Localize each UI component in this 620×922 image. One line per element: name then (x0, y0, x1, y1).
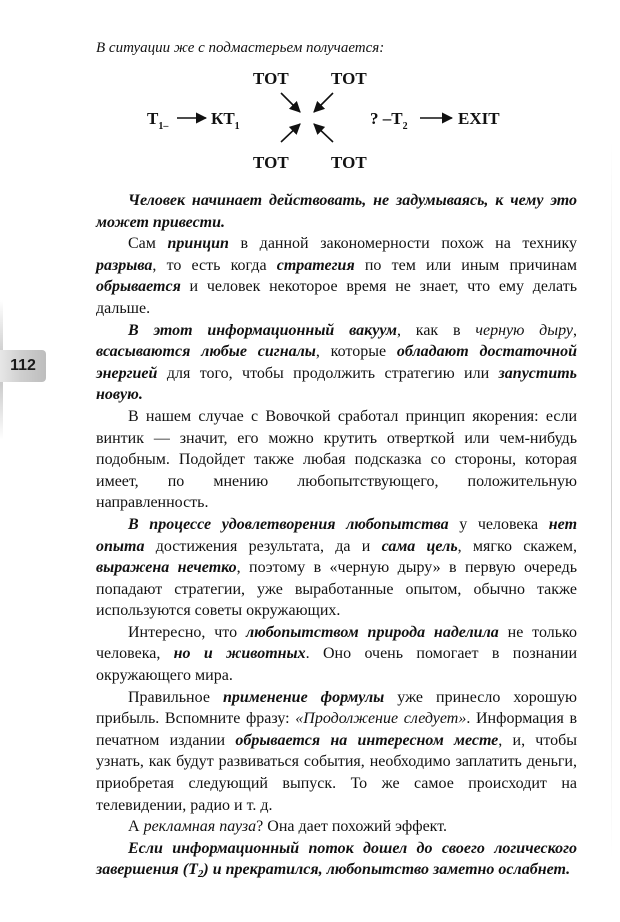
arrow-top-right (314, 93, 333, 112)
text-run: «Продолжение следует» (295, 710, 467, 728)
text-run: , которые (315, 343, 397, 361)
flow-exit-label: EXIT (458, 109, 500, 128)
text-run: но и животных (173, 645, 306, 663)
text-run: ? Она дает похожий эффект. (256, 818, 448, 836)
text-run: по тем или иным причинам (354, 256, 577, 274)
arrow-bottom-right (314, 124, 333, 142)
page-number: 112 (10, 357, 36, 374)
body-text (96, 190, 577, 886)
flow-start-label: $T_{1-}$ (147, 109, 169, 132)
text-run: сама цель (381, 537, 458, 555)
text-run: запустить новую. (96, 364, 577, 404)
flow-kt-label: $КТ_1$ (211, 109, 240, 132)
text-run: , то есть когда (152, 256, 277, 274)
paragraph (96, 233, 577, 319)
text-run: любопытством природа наделила (245, 623, 499, 641)
text-run: Если информационный поток дошел до своего логического завершения (T (96, 839, 577, 879)
text-run: Сам (128, 235, 168, 253)
page-number-tab (0, 350, 46, 382)
flow-t2-label: ? $-T_2$ (370, 109, 408, 132)
text-run: у человека (448, 515, 549, 533)
text-run: В нашем случае с Вовочкой сработал принцип якорения: если винтик — значит, его можно крутить отверткой или чем-нибудь подобным. Подойдет также любая подсказка со стороны, которая имеет, по мнению любопытствующего, положительную направленность. (96, 407, 577, 512)
text-run: черную дыру (475, 321, 574, 339)
text-run: Правильное (128, 688, 223, 706)
text-run: не только человека, (96, 623, 577, 663)
text-run: всасываются любые сигналы (96, 343, 316, 361)
text-run: Интересно, что (128, 623, 246, 641)
paragraph (96, 816, 577, 838)
text-run: нет опыта (96, 515, 578, 555)
text-run: , (573, 321, 578, 339)
text-run: для того, чтобы продолжить стратегию или (157, 364, 499, 382)
text-run: применение формулы (222, 688, 385, 706)
text-run: обрывается на интересном месте (235, 731, 499, 749)
tote-bottom-right: ТОТ (331, 153, 367, 172)
intro-line: В ситуации же с подмастерьем получается: (96, 40, 385, 56)
arrow-bottom-left (281, 124, 300, 142)
paragraph (96, 687, 577, 817)
tote-bottom-left: ТОТ (253, 153, 289, 172)
text-run: , мягко скажем, (457, 537, 578, 555)
text-run: В этот информационный вакуум (128, 321, 398, 339)
text-run: , как в (397, 321, 476, 339)
paragraph (96, 190, 577, 233)
text-run: обрывается (96, 278, 181, 296)
text-run: , поэтому в «черную дыру» в первую очередь попадают стратегии, уже выработанные опытом, обычно также используются советы окружающих. (96, 559, 578, 620)
text-run: 2 (197, 868, 204, 881)
tote-top-right: ТОТ (331, 69, 367, 88)
text-run: . Оно очень помогает в познании окружающего мира. (96, 645, 577, 685)
tote-top-left: ТОТ (253, 69, 289, 88)
text-run: А (128, 818, 144, 836)
text-run: уже принесло хорошую прибыль. Вспомните фразу: (96, 688, 577, 728)
text-run: , и, чтобы узнать, как будут развиваться события, необходимо заплатить деньги, приобретая следующий выпуск. То же самое происходит на телевидении, радио и т. д. (96, 731, 578, 814)
text-run: в данной закономерности похож на технику (228, 235, 577, 253)
text-run: рекламная пауза (143, 818, 257, 836)
text-run: достижения результата, да и (144, 537, 382, 555)
arrow-top-left (281, 93, 300, 112)
text-run: и человек некоторое время не знает, что ему делать дальше. (96, 278, 577, 317)
text-run: Человек начинает действовать, не задумываясь, к чему это может привести. (96, 192, 577, 231)
text-run: разрыва (96, 256, 153, 274)
text-run: обладают достаточной энергией (96, 343, 577, 382)
text-run: стратегия (276, 256, 355, 274)
text-run: . Информация в печатном издании (96, 710, 578, 749)
paragraph (96, 406, 577, 514)
text-run: ) и прекратился, любопытство заметно ослабнет. (203, 861, 571, 879)
text-run: выражена нечетко (96, 559, 237, 577)
tote-diagram (0, 60, 620, 180)
paragraph (96, 320, 577, 406)
page-edge-shadow (611, 140, 612, 860)
text-run: В процессе удовлетворения любопытства (128, 515, 449, 533)
paragraph (96, 838, 577, 886)
text-run: принцип (167, 235, 229, 253)
paragraph (96, 622, 577, 687)
paragraph (96, 514, 577, 622)
